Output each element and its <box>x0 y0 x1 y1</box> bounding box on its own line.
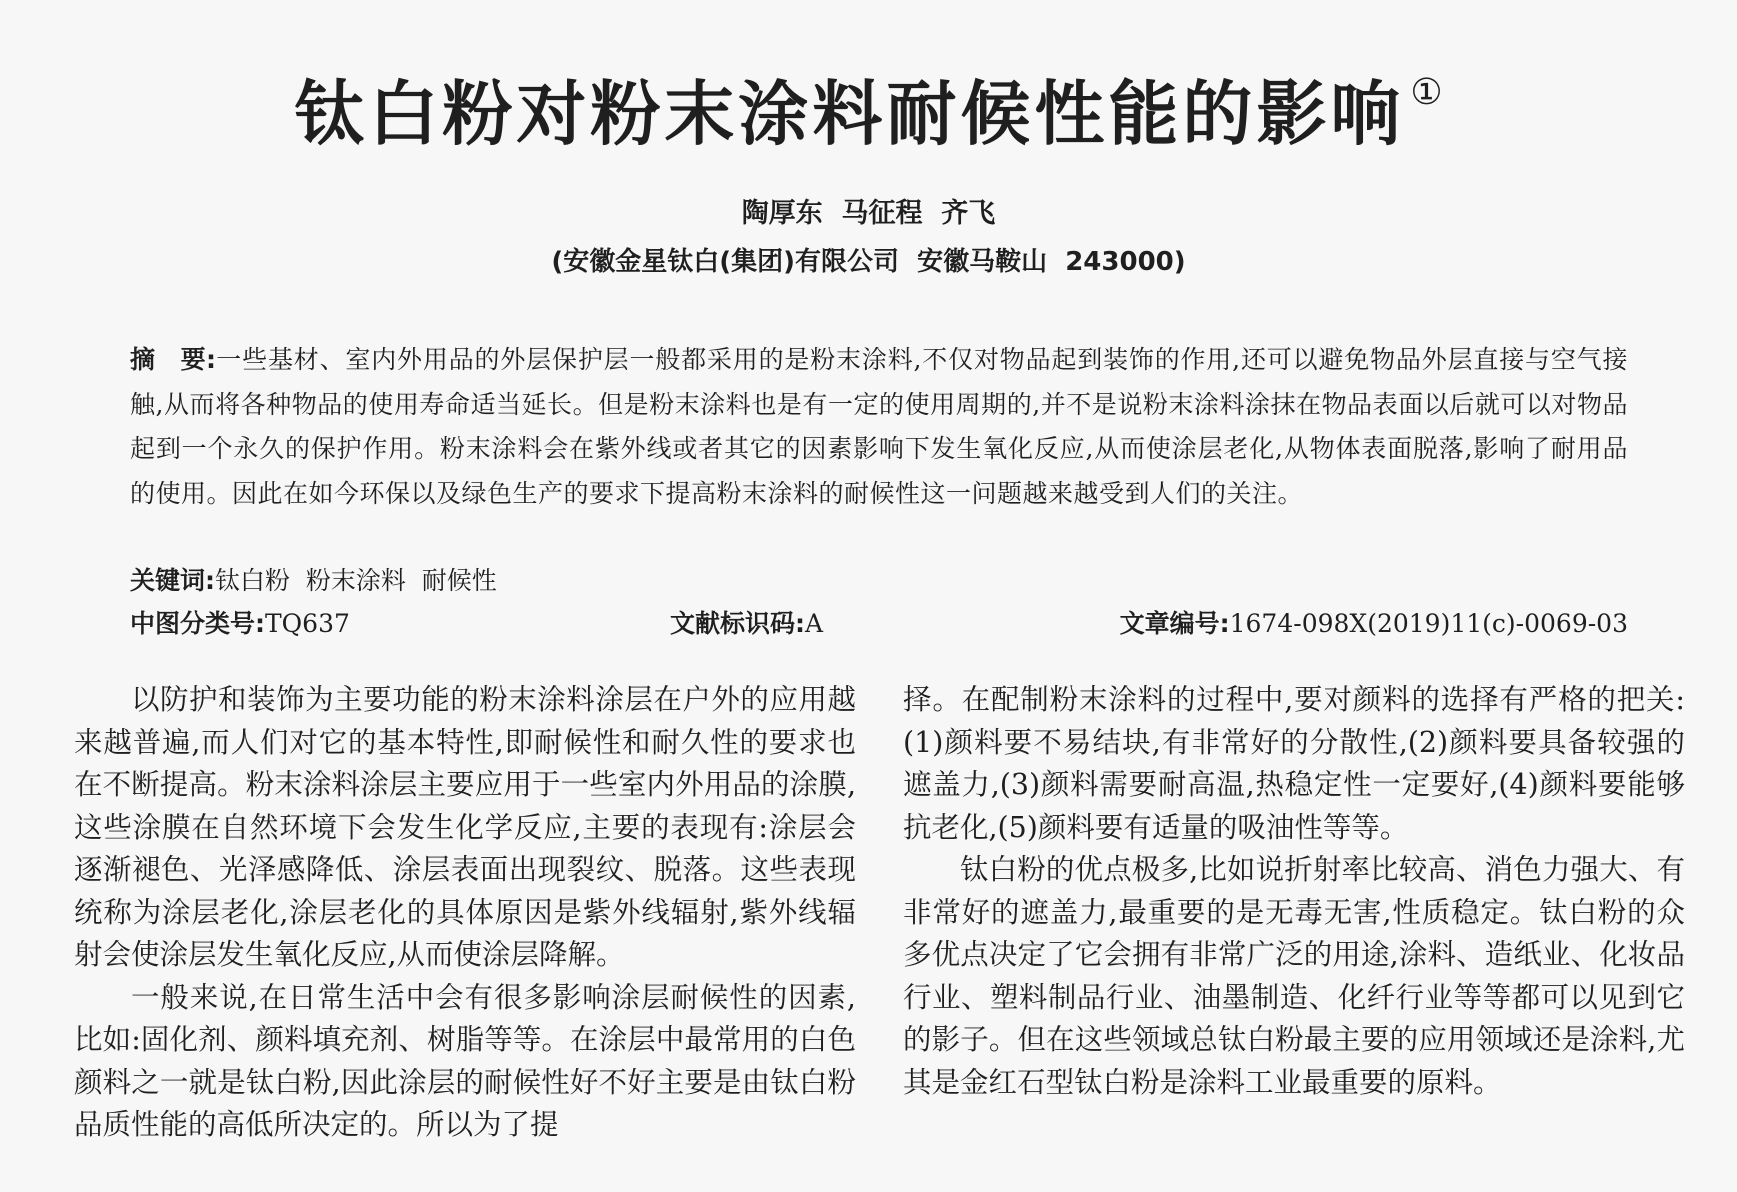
document-code-label: 文献标识码: <box>670 609 805 638</box>
body-column-right <box>903 679 1685 1104</box>
title-text: 钛白粉对粉末涂料耐候性能的影响 <box>294 73 1405 155</box>
classification-row <box>130 604 1628 644</box>
keywords-text: 钛白粉 粉末涂料 耐候性 <box>215 566 497 595</box>
article-number <box>1120 604 1628 644</box>
article-number-value: 1674-098X(2019)11(c)-0069-03 <box>1229 609 1628 638</box>
abstract-label: 摘 要: <box>130 345 216 374</box>
abstract <box>130 338 1628 516</box>
keywords-label: 关键词: <box>130 566 215 595</box>
body-paragraph: 一般来说,在日常生活中会有很多影响涂层耐候性的因素,比如:固化剂、颜料填充剂、树脂等等。在涂层中最常用的白色颜料之一就是钛白粉,因此涂层的耐候性好不好主要是由钛白粉品质性能的高低所决定的。所以为了提 <box>74 980 856 1141</box>
document-code <box>670 604 823 644</box>
author-affiliation: (安徽金星钛白(集团)有限公司 安徽马鞍山 243000) <box>551 247 1186 277</box>
body-paragraph-continued: 择。在配制粉末涂料的过程中,要对颜料的选择有严格的把关:(1)颜料要不易结块,有非常好的分散性,(2)颜料要具备较强的遮盖力,(3)颜料需要耐高温,热稳定性一定要好,(4)颜料要能够抗老化,(5)颜料要有适量的吸油性等等。 <box>903 683 1685 844</box>
author-list: 陶厚东 马征程 齐飞 <box>741 198 996 229</box>
article-number-label: 文章编号: <box>1119 609 1230 638</box>
body-paragraph: 钛白粉的优点极多,比如说折射率比较高、消色力强大、有非常好的遮盖力,最重要的是无毒无害,性质稳定。钛白粉的众多优点决定了它会拥有非常广泛的用途,涂料、造纸业、化妆品行业、塑料制品行业、油墨制造、化纤行业等等都可以见到它的影子。但在这些领域总钛白粉最主要的应用领域还是涂料,尤其是金红石型钛白粉是涂料工业最重要的原料。 <box>903 853 1685 1099</box>
title-footnote-mark: ① <box>1410 72 1443 113</box>
clc-number <box>130 604 350 644</box>
abstract-text: 一些基材、室内外用品的外层保护层一般都采用的是粉末涂料,不仅对物品起到装饰的作用,还可以避免物品外层直接与空气接触,从而将各种物品的使用寿命适当延长。但是粉末涂料也是有一定的使用周期的,并不是说粉末涂料涂抹在物品表面以后就可以对物品起到一个永久的保护作用。粉末涂料会在紫外线或者其它的因素影响下发生氧化反应,从而使涂层老化,从物体表面脱落,影响了耐用品的使用。因此在如今环保以及绿色生产的要求下提高粉末涂料的耐候性这一问题越来越受到人们的关注。 <box>130 345 1628 508</box>
paper-title <box>0 50 1737 157</box>
clc-value: TQ637 <box>265 609 350 638</box>
document-code-value: A <box>805 609 824 638</box>
keywords <box>130 561 497 601</box>
clc-label: 中图分类号: <box>130 609 265 638</box>
body-column-left <box>74 679 856 1147</box>
body-paragraph: 以防护和装饰为主要功能的粉末涂料涂层在户外的应用越来越普遍,而人们对它的基本特性,即耐候性和耐久性的要求也在不断提高。粉末涂料涂层主要应用于一些室内外用品的涂膜,这些涂膜在自然环境下会发生化学反应,主要的表现有:涂层会逐渐褪色、光泽感降低、涂层表面出现裂纹、脱落。这些表现统称为涂层老化,涂层老化的具体原因是紫外线辐射,紫外线辐射会使涂层发生氧化反应,从而使涂层降解。 <box>74 683 856 971</box>
